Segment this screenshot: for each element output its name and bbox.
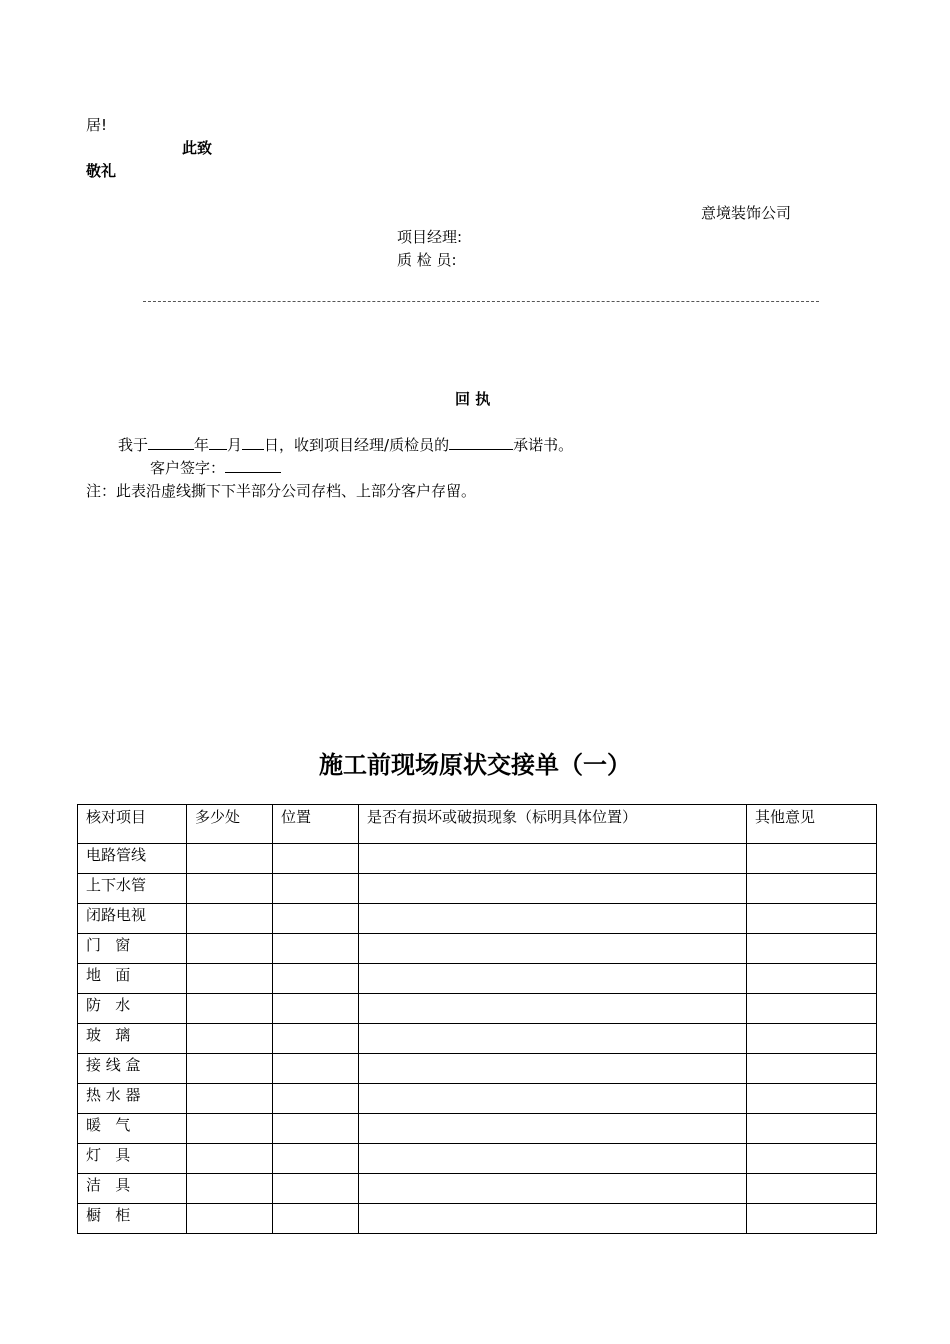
- signature-line: [150, 458, 281, 478]
- header-row: [78, 805, 877, 844]
- input-cell[interactable]: [273, 844, 359, 874]
- table-row: [78, 1204, 877, 1234]
- header-cell: 是否有损坏或破损现象（标明具体位置）: [359, 805, 747, 844]
- table-row: [78, 844, 877, 874]
- table-row: [78, 1054, 877, 1084]
- input-cell[interactable]: [273, 934, 359, 964]
- input-cell[interactable]: [187, 874, 273, 904]
- table-row: [78, 1114, 877, 1144]
- form-title: 施工前现场原状交接单（一）: [319, 751, 631, 779]
- input-cell[interactable]: [187, 1144, 273, 1174]
- header-cell: 位置: [273, 805, 359, 844]
- input-cell[interactable]: [187, 1084, 273, 1114]
- salutation: 此致: [182, 139, 213, 157]
- input-cell[interactable]: [273, 1144, 359, 1174]
- input-cell[interactable]: [187, 1024, 273, 1054]
- input-cell[interactable]: [187, 964, 273, 994]
- input-cell[interactable]: [359, 964, 747, 994]
- month-label: 月: [227, 436, 243, 454]
- input-cell[interactable]: [359, 1204, 747, 1234]
- input-cell[interactable]: [747, 1174, 877, 1204]
- table-row: [78, 934, 877, 964]
- inspector-label: 质 检 员:: [397, 251, 457, 269]
- item-label-cell: 闭路电视: [78, 904, 187, 934]
- table-row: [78, 1174, 877, 1204]
- input-cell[interactable]: [187, 1204, 273, 1234]
- input-cell[interactable]: [273, 1174, 359, 1204]
- item-label-cell: 电路管线: [78, 844, 187, 874]
- input-cell[interactable]: [359, 934, 747, 964]
- letter-tail: 居!: [86, 116, 108, 134]
- receipt-title: 回 执: [455, 390, 491, 408]
- input-cell[interactable]: [359, 904, 747, 934]
- input-cell[interactable]: [359, 1054, 747, 1084]
- day-blank: [242, 435, 264, 450]
- table-row: [78, 874, 877, 904]
- input-cell[interactable]: [359, 874, 747, 904]
- input-cell[interactable]: [187, 1054, 273, 1084]
- input-cell[interactable]: [747, 1114, 877, 1144]
- input-cell[interactable]: [273, 1024, 359, 1054]
- input-cell[interactable]: [359, 1144, 747, 1174]
- header-cell: 核对项目: [78, 805, 187, 844]
- table-row: [78, 904, 877, 934]
- handover-table: [77, 804, 877, 1234]
- input-cell[interactable]: [273, 1114, 359, 1144]
- table-row: [78, 994, 877, 1024]
- input-cell[interactable]: [273, 1084, 359, 1114]
- input-cell[interactable]: [747, 964, 877, 994]
- person-blank: [449, 435, 513, 450]
- input-cell[interactable]: [359, 1114, 747, 1144]
- input-cell[interactable]: [747, 874, 877, 904]
- input-cell[interactable]: [187, 1114, 273, 1144]
- input-cell[interactable]: [747, 1084, 877, 1114]
- promise-text: 承诺书。: [513, 436, 574, 454]
- input-cell[interactable]: [359, 994, 747, 1024]
- input-cell[interactable]: [747, 994, 877, 1024]
- input-cell[interactable]: [273, 874, 359, 904]
- input-cell[interactable]: [747, 844, 877, 874]
- item-label-cell: 地 面: [78, 964, 187, 994]
- header-cell: 其他意见: [747, 805, 877, 844]
- signature-blank: [225, 458, 281, 473]
- input-cell[interactable]: [187, 934, 273, 964]
- input-cell[interactable]: [359, 1084, 747, 1114]
- input-cell[interactable]: [273, 904, 359, 934]
- item-label-cell: 洁 具: [78, 1174, 187, 1204]
- regards: 敬礼: [86, 162, 117, 180]
- receipt-line: [118, 435, 573, 455]
- input-cell[interactable]: [747, 1204, 877, 1234]
- input-cell[interactable]: [187, 1174, 273, 1204]
- input-cell[interactable]: [187, 844, 273, 874]
- input-cell[interactable]: [187, 904, 273, 934]
- input-cell[interactable]: [747, 1144, 877, 1174]
- input-cell[interactable]: [747, 904, 877, 934]
- input-cell[interactable]: [747, 1054, 877, 1084]
- item-label-cell: 灯 具: [78, 1144, 187, 1174]
- input-cell[interactable]: [359, 844, 747, 874]
- item-label-cell: 防 水: [78, 994, 187, 1024]
- item-label-cell: 玻 璃: [78, 1024, 187, 1054]
- input-cell[interactable]: [273, 994, 359, 1024]
- input-cell[interactable]: [187, 994, 273, 1024]
- receipt-note: 注：此表沿虚线撕下下半部分公司存档、上部分客户存留。: [86, 482, 477, 500]
- item-label-cell: 橱 柜: [78, 1204, 187, 1234]
- input-cell[interactable]: [273, 1204, 359, 1234]
- item-label-cell: 接 线 盒: [78, 1054, 187, 1084]
- day-received-text: 日，收到项目经理/质检员的: [264, 436, 450, 454]
- company-name: 意境装饰公司: [701, 204, 792, 222]
- table-row: [78, 1024, 877, 1054]
- year-blank: [148, 435, 194, 450]
- input-cell[interactable]: [273, 964, 359, 994]
- month-blank: [209, 435, 227, 450]
- receipt-prefix: 我于: [118, 436, 149, 454]
- table-row: [78, 964, 877, 994]
- input-cell[interactable]: [359, 1024, 747, 1054]
- input-cell[interactable]: [747, 1024, 877, 1054]
- input-cell[interactable]: [273, 1054, 359, 1084]
- tear-line: [143, 301, 819, 302]
- input-cell[interactable]: [359, 1174, 747, 1204]
- table-row: [78, 1084, 877, 1114]
- header-cell: 多少处: [187, 805, 273, 844]
- item-label-cell: 暖 气: [78, 1114, 187, 1144]
- signature-label: 客户签字：: [150, 459, 226, 477]
- input-cell[interactable]: [747, 934, 877, 964]
- manager-label: 项目经理:: [397, 228, 463, 246]
- item-label-cell: 热 水 器: [78, 1084, 187, 1114]
- table-row: [78, 1144, 877, 1174]
- item-label-cell: 上下水管: [78, 874, 187, 904]
- item-label-cell: 门 窗: [78, 934, 187, 964]
- year-label: 年: [194, 436, 210, 454]
